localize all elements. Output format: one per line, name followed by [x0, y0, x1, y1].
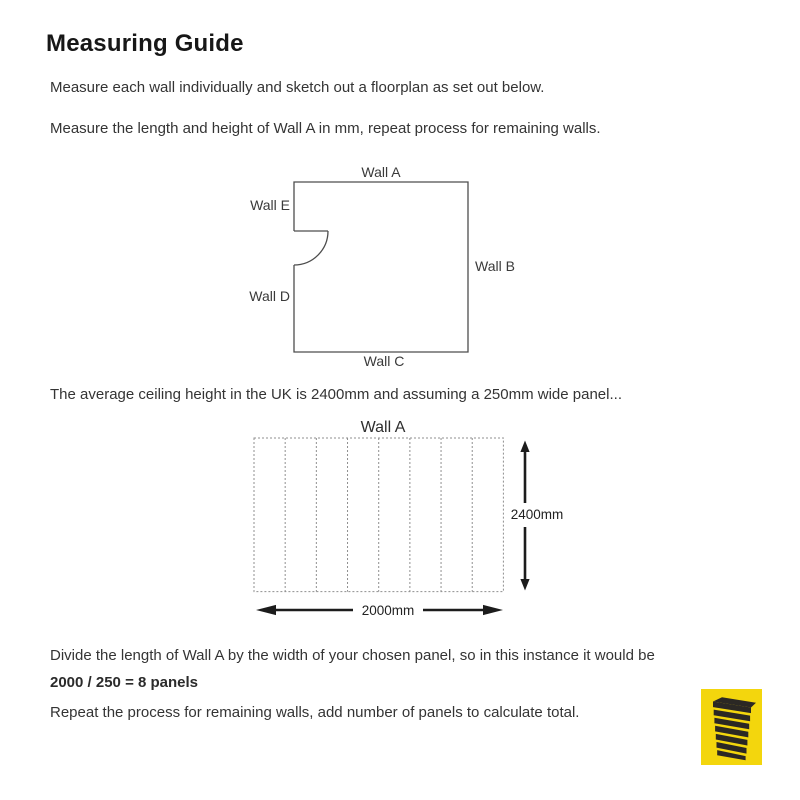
wall-b-label: Wall B — [475, 258, 515, 274]
panel-dividers — [285, 438, 472, 592]
door-swing-arc — [294, 231, 328, 265]
page-title: Measuring Guide — [46, 30, 244, 57]
height-dimension-label: 2400mm — [510, 507, 564, 522]
arrow-left-icon — [256, 605, 276, 615]
wall-d-label: Wall D — [249, 288, 290, 304]
intro-line-1: Measure each wall individually and sketch out a floorplan as set out below. — [50, 79, 545, 96]
arrow-right-icon — [483, 605, 503, 615]
repeat-instruction: Repeat the process for remaining walls, add number of panels to calculate total. — [50, 704, 580, 721]
wall-a-label: Wall A — [361, 164, 401, 180]
divide-formula: 2000 / 250 = 8 panels — [50, 674, 199, 691]
panel-diagram-title: Wall A — [360, 419, 406, 436]
panel-diagram — [240, 412, 570, 624]
floorplan-walls — [294, 182, 468, 352]
intro-line-2: Measure the length and height of Wall A in mm, repeat process for remaining walls. — [50, 120, 601, 137]
company-logo — [701, 689, 762, 765]
wall-c-label: Wall C — [363, 353, 405, 369]
arrow-up-icon — [520, 441, 529, 453]
arrow-down-icon — [520, 579, 529, 591]
ceiling-note: The average ceiling height in the UK is 2400mm and assuming a 250mm wide panel... — [50, 386, 622, 403]
width-dimension-label: 2000mm — [361, 603, 415, 618]
floorplan-diagram — [230, 160, 540, 372]
panel-stack-icon — [701, 689, 762, 765]
divide-instruction: Divide the length of Wall A by the width of your chosen panel, so in this instance it would be — [50, 647, 655, 664]
wall-e-label: Wall E — [250, 197, 290, 213]
